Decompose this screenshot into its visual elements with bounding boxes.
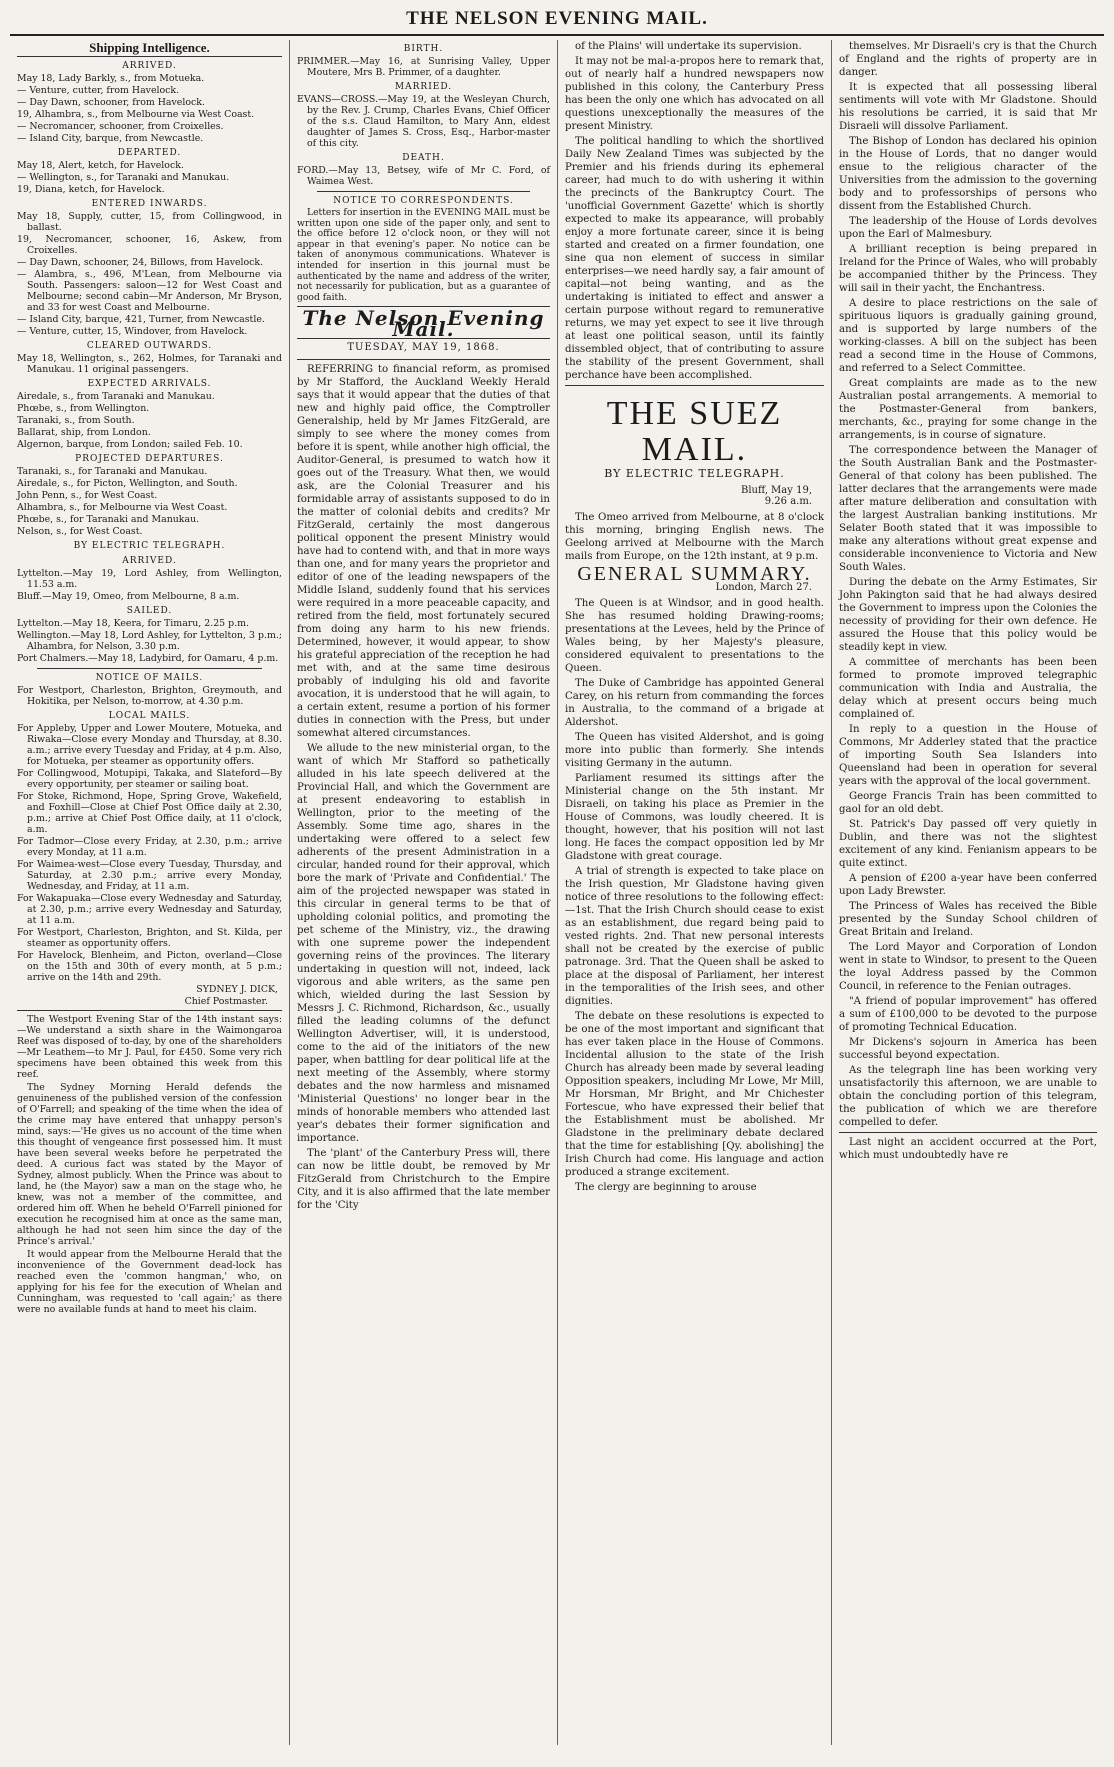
- list-item: 19, Alhambra, s., from Melbourne via West Coast.: [17, 109, 255, 120]
- divider: [297, 359, 550, 360]
- list-item: Airedale, s., from Taranaki and Manukau.: [17, 391, 215, 402]
- list-item: John Penn, s., for West Coast.: [17, 490, 158, 501]
- columns: [10, 40, 1104, 1745]
- list-item: — Island City, barque, 421, Turner, from Newcastle.: [17, 314, 265, 325]
- suez-paragraph: The Omeo arrived from Melbourne, at 8 o'clock this morning, bringing English news. The Geelong arrived at Melbourne with the March mails from Europe, on the 12th instant, at 9 p.m.: [565, 512, 824, 562]
- article-paragraph: The Princess of Wales has received the Bible presented by the Sunday School children of Great Britain and Ireland.: [839, 901, 1097, 938]
- list-item: For Stoke, Richmond, Hope, Spring Grove, Wakefield, and Foxhill—Close at Chief Post Office daily at 2.30, p.m.; arrive at Chief Post Office daily, at 11 o'clock, a.m.: [17, 791, 282, 835]
- list-item: May 18, Wellington, s., 262, Holmes, for Taranaki and Manukau. 11 original passengers.: [17, 353, 282, 375]
- local-mails-title: LOCAL MAILS.: [108, 711, 191, 721]
- group-heading: EXPECTED ARRIVALS.: [87, 379, 212, 389]
- article-paragraph: A brilliant reception is being prepared in Ireland for the Prince of Wales, who will probably be accompanied thither by the Princess. They will sail in their yacht, the Enchantress.: [839, 244, 1097, 294]
- article-paragraph: We allude to the new ministerial organ, to the want of which Mr Stafford so pathetically alluded in his late speech delivered at the Provincial Hall, and which the Government are at present endeavoring to establish in Wellington, prior to the meeting of the Assembly. Some time ago, shares in the undertaking were offered to a select few adherents of the present Administration in a circular, handed round for their approval, which bore the mark of 'Private and Confidential.' The aim of the projected newspaper was stated in this circular in general terms to be that of upholding colonial politics, and promoting the pet scheme of the Ministry, viz., the drawing with one supreme power the independent governing reins of the provinces. The literary undertaking in question will not, indeed, lack vigorous and able writers, as the same pen which, wielded during the last Session by Messrs J. C. Richmond, Richardson, &c., usually filled the leading columns of the defunct Wellington Advertiser, will, it is understood, come to the aid of the initiators of the new paper, when battling for dear political life at the next meeting of the Assembly, where stormy debates and the now harmless and misnamed 'Ministerial Questions' no longer bear in the minds of honorable members who attended last year's debates their former signification and importance.: [297, 743, 550, 1145]
- article-paragraph: It would appear from the Melbourne Herald that the inconvenience of the Government dead-lock has reached even the 'common hangman,' who, on applying for his fee for the execution of Whelan and Cunningham, was requested to 'call again;' as there were no available funds at hand to meet his claim.: [17, 1249, 282, 1315]
- divider: [565, 385, 824, 386]
- list-item: Lyttelton.—May 19, Lord Ashley, from Wellington, 11.53 a.m.: [17, 568, 282, 590]
- article-paragraph: St. Patrick's Day passed off very quietly in Dublin, and there was not the slightest excitement of any kind. Fenianism appears to be quite extinct.: [839, 819, 1097, 869]
- divider: [839, 1132, 1097, 1133]
- married-title: MARRIED.: [394, 82, 453, 92]
- article-paragraph: Mr Dickens's sojourn in America has been successful beyond expectation.: [839, 1037, 1097, 1061]
- list-item: Algernon, barque, from London; sailed Feb. 10.: [17, 439, 243, 450]
- article-paragraph: The correspondence between the Manager of the South Australian Bank and the Postmaster-General of that colony has been published. The latter declares that the arrangements were made after mature deliberation and consultation with the largest Australian banking institutions. Mr Selater Booth stated that it was impossible to make any alterations without great expense and considerable inconvenience to Victoria and New South Wales.: [839, 445, 1097, 573]
- notice-text: Letters for insertion in the EVENING MAIL must be written upon one side of the paper only, and sent to the office before 12 o'clock noon, or they will not appear in that evening's paper. No notice can be taken of anonymous communications. Whatever is intended for insertion in this journal must be authenticated by the name and address of the writer, not necessarily for publication, but as a guarantee of good faith.: [297, 207, 550, 303]
- list-item: Phœbe, s., for Taranaki and Manukau.: [17, 514, 200, 525]
- divider: [37, 668, 262, 669]
- suez-mail-title: THE SUEZ MAIL.: [606, 395, 783, 468]
- mails-extra-2: For Havelock, Blenheim, and Picton, overland—Close on the 15th and 30th of every month, at 5 p.m.; arrive on the 14th and 29th.: [17, 950, 282, 983]
- article-paragraph: The political handling to which the shortlived Daily New Zealand Times was subjected by the Premier and his friends during its ephemeral career, had much to do with ushering it within the precincts of the Bankruptcy Court. The 'unofficial Government Gazette' which is shortly expected to make its appearance, will probably enjoy a more fortunate career, since it is being started and created on a firmer foundation, one sine qua non element of success in similar enterprises—we need hardly say, a fair amount of capital—not being wanting, and as the undertaking is initiated to effect and answer a certain purpose without regard to remunerative returns, we may yet expect to see it live through at least one political season, until its faintly dissembled object, that of contributing to assure the stability of the present Government, shall perchance have been accomplished.: [565, 136, 824, 381]
- shipping-title: Shipping Intelligence.: [89, 40, 210, 55]
- article-paragraph: "A friend of popular improvement" has offered a sum of £100,000 to be devoted to the purpose of promoting Technical Education.: [839, 996, 1097, 1033]
- group-heading: ENTERED INWARDS.: [91, 199, 208, 209]
- list-item: Wellington.—May 18, Lord Ashley, for Lyttelton, 3 p.m.; Alhambra, for Nelson, 3.30 p.m.: [17, 630, 282, 652]
- notice-title: NOTICE TO CORRESPONDENTS.: [333, 196, 514, 206]
- list-item: Taranaki, s., for Taranaki and Manukau.: [17, 466, 208, 477]
- list-item: Phœbe, s., from Wellington.: [17, 403, 150, 414]
- mails-extra: For Westport, Charleston, Brighton, and St. Kilda, per steamer as opportunity offers.: [17, 927, 282, 949]
- group-heading: SAILED.: [126, 606, 173, 616]
- list-item: For Tadmor—Close every Friday, at 2.30, p.m.; arrive every Monday, at 11 a.m.: [17, 836, 282, 858]
- article-paragraph: The clergy are beginning to arouse: [575, 1182, 757, 1193]
- column-3: [558, 40, 832, 1745]
- list-item: — Venture, cutter, 15, Windover, from Havelock.: [17, 326, 248, 337]
- telegraph-title: BY ELECTRIC TELEGRAPH.: [73, 541, 226, 551]
- suez-mail-subtitle: BY ELECTRIC TELEGRAPH.: [604, 467, 785, 480]
- list-item: — Island City, barque, from Newcastle.: [17, 133, 204, 144]
- column-2-paragraphs: [297, 363, 550, 1212]
- article-paragraph: Parliament resumed its sittings after the Ministerial change on the 5th instant. Mr Disraeli, on taking his place as Premier in the House of Commons, was loudly cheered. It is thought, however, that his position will not last long. He faces the compact opposition led by Mr Gladstone with great courage.: [565, 773, 824, 862]
- list-item: For Appleby, Upper and Lower Moutere, Motueka, and Riwaka—Close every Monday and Thursday, at 8.30. a.m.; arrive every Tuesday and Friday, at 4 p.m. Also, for Motueka, per steamer as opportunity offers.: [17, 723, 282, 767]
- list-item: Alhambra, s., for Melbourne via West Coast.: [17, 502, 228, 513]
- death-title: DEATH.: [402, 153, 445, 163]
- list-item: For Waimea-west—Close every Tuesday, Thursday, and Saturday, at 2.30 p.m.; arrive every Monday, Wednesday, and Friday, at 11 a.m.: [17, 859, 282, 892]
- signature-name: SYDNEY J. DICK,: [196, 984, 278, 995]
- divider: [17, 56, 282, 57]
- list-item: 19, Necromancer, schooner, 16, Askew, from Croixelles.: [17, 234, 282, 256]
- suez-place: Bluff, May 19,: [740, 485, 812, 496]
- article-paragraph: The Westport Evening Star of the 14th instant says:—We understand a sixth share in the Waimongaroa Reef was disposed of to-day, by one of the shareholders—Mr Leathem—to Mr J. Paul, for £450. Some very rich specimens have been obtained this week from this reef.: [17, 1014, 282, 1080]
- list-item: May 18, Lady Barkly, s., from Motueka.: [17, 73, 205, 84]
- article-paragraph: The Queen is at Windsor, and in good health. She has resumed holding Drawing-rooms; presentations at the Levees, held by the Prince of Wales being, by her Majesty's pleasure, considered equivalent to presentations to the Queen.: [565, 598, 824, 674]
- married-notice: EVANS—CROSS.—May 19, at the Wesleyan Church, by the Rev. J. Crump, Charles Evans, Chief Officer of the s.s. Claud Hamilton, to Mary Ann, eldest daughter of James S. Cross, Esq., Harbor-master of this city.: [297, 94, 550, 149]
- article-paragraph: During the debate on the Army Estimates, Sir John Pakington said that he had always desired the Government to impress upon the Colonies the necessity of providing for their own defence. He assured the House that this policy would be steadily kept in view.: [839, 577, 1097, 653]
- group-heading: ARRIVED.: [122, 556, 177, 566]
- article-paragraph: A trial of strength is expected to take place on the Irish question, Mr Gladstone having given notice of three resolutions to the following effect:—1st. That the Irish Church should cease to exist as an establishment, due regard being paid to vested rights. 2nd. That new personal interests shall not be created by the exercise of public patronage. 3rd. That the Queen shall be asked to place at the disposal of Parliament, her interest in the temporalities of the Irish sees, and other dignities.: [565, 866, 824, 1007]
- date-line: TUESDAY, MAY 19, 1868.: [347, 342, 500, 354]
- article-paragraph: As the telegraph line has been working very unsatisfactorily this afternoon, we are unable to obtain the concluding portion of this telegram, the publication of which we are therefore compelled to defer.: [839, 1065, 1097, 1128]
- list-item: 19, Diana, ketch, for Havelock.: [17, 184, 165, 195]
- article-paragraph: It may not be mal-a-propos here to remark that, out of nearly half a hundred newspapers now published in this colony, the Canterbury Press has been the only one which has advocated on all questions unexceptionally the measures of the present Ministry.: [565, 56, 824, 132]
- telegraph-groups: [17, 556, 282, 664]
- local-mails-list: [17, 723, 282, 926]
- list-item: Port Chalmers.—May 18, Ladybird, for Oamaru, 4 p.m.: [17, 653, 279, 664]
- list-item: May 18, Alert, ketch, for Havelock.: [17, 160, 184, 171]
- masthead: THE NELSON EVENING MAIL.: [10, 8, 1104, 36]
- article-paragraph: The 'plant' of the Canterbury Press will, there can now be little doubt, be removed by Mr FitzGerald from Christchurch to the Empire City, and it is also affirmed that the late member for the 'City: [297, 1148, 550, 1212]
- column-1: [10, 40, 290, 1745]
- list-item: For Collingwood, Motupipi, Takaka, and Slateford—By every opportunity, per steamer or sailing boat.: [17, 768, 282, 790]
- article-paragraph: A committee of merchants has been been formed to promote improved telegraphic communication with India and Australia, the delay which at present occurs being much complained of.: [839, 657, 1097, 720]
- article-paragraph: The Bishop of London has declared his opinion in the House of Lords, that no danger would ensue to the religious character of the Universities from the admission to the governing body and to professorships of persons who dissent from the Established Church.: [839, 136, 1097, 212]
- paper-title: The Nelson Evening Mail.: [302, 306, 545, 342]
- shipping-groups: [17, 61, 282, 537]
- column-2: [290, 40, 558, 1745]
- list-item: For Wakapuaka—Close every Wednesday and Saturday, at 2.30, p.m.; arrive every Wednesday and Saturday, at 11 a.m.: [17, 893, 282, 926]
- article-paragraph: The Sydney Morning Herald defends the genuineness of the published version of the confession of O'Farrell; and speaking of the time when the idea of the crime may have entered that unhappy person's mind, says:—'He gives us no account of the time when this thought of vengeance first possessed him. It must have been several weeks before he perpetrated the deed. A curious fact was stated by the Mayor of Sydney, almost publicly. When the Prince was about to land, he (the Mayor) saw a man on the stage who, he knew, was not a member of the committee, and ordered him off. When he beheld O'Farrell pinioned for execution he recognised him at once as the same man, although he had not seen him since the day of the Prince's arrival.': [17, 1082, 282, 1247]
- list-item: — Necromancer, schooner, from Croixelles.: [17, 121, 224, 132]
- column-3-paragraphs: [565, 597, 824, 1194]
- list-item: — Alambra, s., 496, M'Lean, from Melbourne via South. Passengers: saloon—12 for West Coast and Melbourne; second cabin—Mr Anderson, Mr Bryson, and 33 for west Coast and Melbourne.: [17, 269, 282, 313]
- group-heading: DEPARTED.: [117, 148, 182, 158]
- article-paragraph: of the Plains' will undertake its supervision.: [575, 41, 802, 52]
- last-paragraph: Last night an accident occurred at the Port, which must undoubtedly have re: [839, 1137, 1097, 1161]
- suez-time: 9.26 a.m.: [764, 496, 812, 507]
- death-notice: FORD.—May 13, Betsey, wife of Mr C. Ford, of Waimea West.: [297, 165, 550, 187]
- article-paragraph: Great complaints are made as to the new Australian postal arrangements. A memorial to the Postmaster-General from bankers, merchants, &c., praying for some change in the arrangements, is in course of signature.: [839, 378, 1097, 441]
- general-summary-title: GENERAL SUMMARY.: [577, 563, 812, 585]
- list-item: Nelson, s., for West Coast.: [17, 526, 143, 537]
- article-paragraph: The leadership of the House of Lords devolves upon the Earl of Malmesbury.: [839, 216, 1097, 240]
- mails-intro: For Westport, Charleston, Brighton, Greymouth, and Hokitika, per Nelson, to-morrow, at 4.30 p.m.: [17, 685, 282, 707]
- column-4-paragraphs: [839, 40, 1097, 1129]
- group-heading: PROJECTED DEPARTURES.: [75, 454, 224, 464]
- article-paragraph: A pension of £200 a-year have been conferred upon Lady Brewster.: [839, 873, 1097, 897]
- birth-title: BIRTH.: [403, 44, 444, 54]
- column-3-top-paragraphs: [565, 40, 824, 382]
- list-item: — Wellington, s., for Taranaki and Manukau.: [17, 172, 230, 183]
- list-item: — Venture, cutter, from Havelock.: [17, 85, 180, 96]
- list-item: Taranaki, s., from South.: [17, 415, 135, 426]
- list-item: Bluff.—May 19, Omeo, from Melbourne, 8 a.m.: [17, 591, 240, 602]
- list-item: Airedale, s., for Picton, Wellington, and South.: [17, 478, 238, 489]
- article-paragraph: The Queen has visited Aldershot, and is going more into public than formerly. She intends visiting Germany in the autumn.: [565, 732, 824, 769]
- divider: [17, 1010, 282, 1011]
- list-item: Ballarat, ship, from London.: [17, 427, 151, 438]
- article-paragraph: The Duke of Cambridge has appointed General Carey, on his return from commanding the forces in Australia, to the command of a brigade at Aldershot.: [565, 678, 824, 728]
- article-paragraph: In reply to a question in the House of Commons, Mr Adderley stated that the practice of importing South Sea Islanders into Queensland had been in operation for several years with the approval of the local government.: [839, 724, 1097, 787]
- birth-notice: PRIMMER.—May 16, at Sunrising Valley, Upper Moutere, Mrs B. Primmer, of a daughter.: [297, 56, 550, 78]
- article-paragraph: themselves. Mr Disraeli's cry is that the Church of England and the rights of property are in danger.: [839, 41, 1097, 78]
- group-heading: ARRIVED.: [122, 61, 177, 71]
- signature-title: Chief Postmaster.: [184, 996, 268, 1007]
- article-paragraph: REFERRING to financial reform, as promised by Mr Stafford, the Auckland Weekly Herald says that it would appear that the duties of that new and highly paid office, the Comptroller Generalship, held by Mr James FitzGerald, are simply to see where the money comes from before it is spent, while another high official, the Auditor-General, is presumed to watch how it goes out of the Treasury. What then, we would ask, are the Colonial Treasurer and his formidable array of assistants supposed to do in the matter of colonial debits and credits? Mr FitzGerald, certainly the most dangerous political opponent the present Ministry would have had to contend with, and that in more ways than one, and for many years the proprietor and editor of one of the leading newspapers of the Middle Island, suddenly found that his services were required in a more peaceable capacity, and retired from the field, most fortunately secured from doing any harm to his new friends. Determined, however, it would appear, to show his grateful appreciation of the reception he had met with, and at the same time desirous probably of indulging his old and favorite avocation, it is understood that he will again, to a certain extent, resume a portion of his former duties in connection with the Press, but under somewhat altered circumstances.: [297, 364, 550, 740]
- column-4: [832, 40, 1104, 1745]
- article-paragraph: A desire to place restrictions on the sale of spirituous liquors is gradually gaining ground, and is supported by large numbers of the working-classes. A bill on the subject has been read a second time in the House of Commons, and referred to a Select Committee.: [839, 298, 1097, 374]
- column-1-paragraphs: [17, 1014, 282, 1315]
- list-item: Lyttelton.—May 18, Keera, for Timaru, 2.25 p.m.: [17, 618, 249, 629]
- article-paragraph: The Lord Mayor and Corporation of London went in state to Windsor, to present to the Queen the loyal Address passed by the Common Council, in reference to the Fenian outrages.: [839, 942, 1097, 992]
- article-paragraph: George Francis Train has been committed to gaol for an old debt.: [839, 791, 1097, 815]
- summary-place: London, March 27.: [715, 582, 812, 593]
- group-heading: CLEARED OUTWARDS.: [86, 341, 213, 351]
- article-paragraph: It is expected that all possessing liberal sentiments will vote with Mr Gladstone. Should his resolutions be carried, it is said that Mr Disraeli will dissolve Parliament.: [839, 82, 1097, 132]
- divider: [317, 191, 530, 192]
- list-item: — Day Dawn, schooner, from Havelock.: [17, 97, 205, 108]
- article-paragraph: The debate on these resolutions is expected to be one of the most important and significant that has ever taken place in the House of Commons. Incidental allusion to the state of the Irish Church has already been made by several leading Opposition speakers, including Mr Lowe, Mr Mill, Mr Horsman, Mr Bright, and Mr Chichester Fortescue, who have expressed their belief that the Establishment must be abolished. Mr Gladstone in the preliminary debate declared that the time for establishing [Qy. abolishing] the Irish Church had come. His language and action produced a strange excitement.: [565, 1011, 824, 1178]
- list-item: May 18, Supply, cutter, 15, from Collingwood, in ballast.: [17, 211, 282, 233]
- list-item: — Day Dawn, schooner, 24, Billows, from Havelock.: [17, 257, 264, 268]
- mails-title: NOTICE OF MAILS.: [95, 673, 204, 683]
